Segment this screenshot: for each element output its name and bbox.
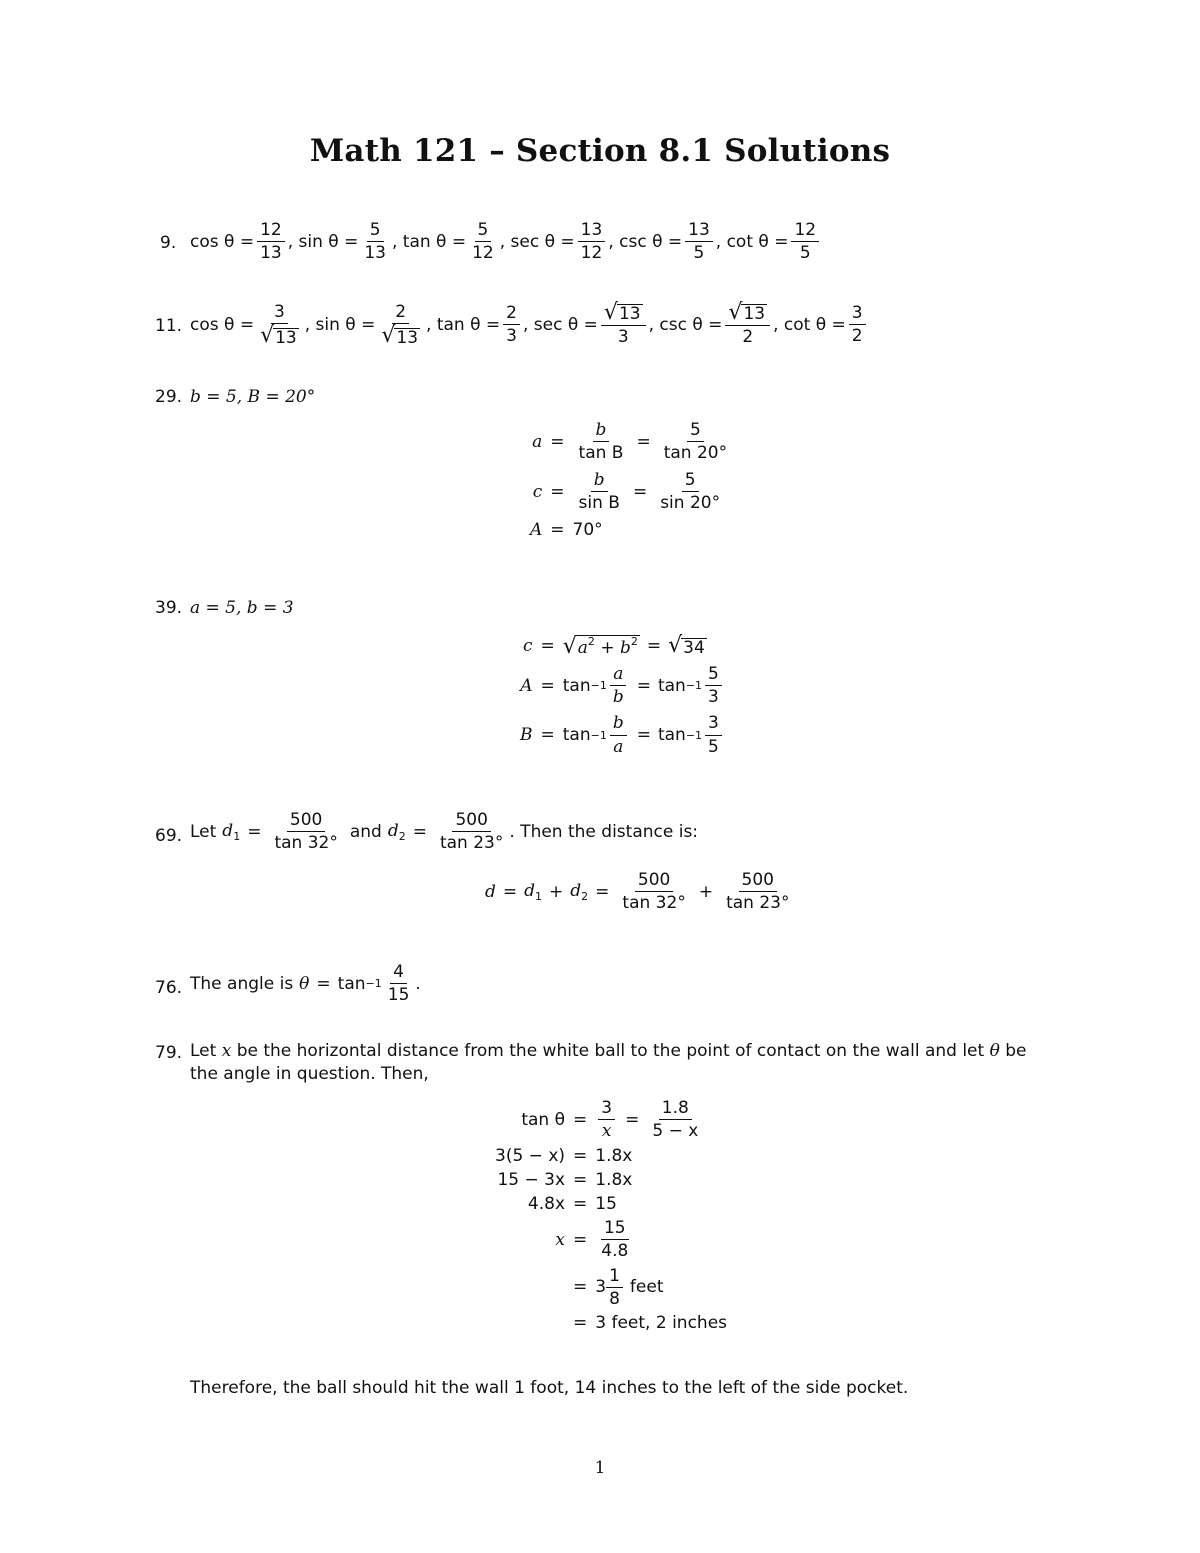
problem-76: The angle is θ = tan −1 $\frac{4}{15}$ .	[190, 962, 421, 1006]
cot-fraction: $\frac{3}{2}$	[849, 303, 866, 347]
lhs-c: c	[532, 481, 543, 502]
problem-69-statement: Let $d_1$ = $\frac{500}{\tan 32^\circ}$ and $d_2$ = $\frac{500}{\tan 23^\circ}$ . Then the distance is:	[190, 810, 699, 854]
problem-number-9: 9.	[160, 233, 177, 253]
page-title: Math 121 – Section 8.1 Solutions	[309, 133, 891, 169]
rhs-c: $\frac{b}{\text{sin B}}$ = $\frac{5}{\sin 20^\circ}$	[578, 469, 721, 514]
sin-fraction: 2 √ 13	[381, 302, 419, 349]
csc-fraction: √ 13 2	[725, 302, 770, 347]
problem-39-given: a = 5, b = 3	[190, 598, 294, 618]
cot-label: , cot θ =	[773, 314, 846, 335]
d1-fraction: $\frac{500}{\tan 32^\circ}$	[274, 810, 338, 854]
problem-number-76: 76.	[155, 978, 183, 998]
sec-label: , sec θ =	[499, 231, 575, 252]
problem-number-29: 29.	[155, 387, 183, 407]
tan-label: , tan θ =	[391, 231, 467, 252]
sin-label: , sin θ =	[287, 231, 359, 252]
problem-number-69: 69.	[155, 826, 183, 846]
rhs-A: 70°	[572, 519, 603, 540]
problem-79-conclusion: Therefore, the ball should hit the wall 1 foot, 14 inches to the left of the side pocket.	[190, 1378, 909, 1398]
problem-79-equations: tan θ = $\frac{3}{x}$ = $\frac{1.8}{5 - x}$ 3(5 − x) = 1.8x 15 − 3x = 1.8x 4.8x = 15 x = $\frac{15}{4.8}$ = 3 $\frac{1}{8}$ feet = 3 feet, 2 inches	[495, 1098, 728, 1334]
angle-fraction: $\frac{4}{15}$	[387, 962, 410, 1006]
d2-fraction: $\frac{500}{\tan 23^\circ}$	[439, 810, 504, 854]
tan-label: , tan θ =	[426, 314, 501, 335]
problem-69-distance: d = $d_1$ + $d_2$ = $\frac{500}{\tan 32^\circ}$ + $\frac{500}{\tan 23^\circ}$	[485, 870, 790, 914]
csc-fraction: $\frac{13}{5}$	[685, 220, 713, 264]
lhs-a: a	[532, 431, 543, 452]
csc-label: , csc θ =	[608, 231, 683, 252]
cos-fraction: $\frac{12}{13}$	[257, 220, 285, 264]
sin-label: , sin θ =	[304, 314, 376, 335]
problem-39-equations: c = √ $a^2 + b^2$ = √ 34 A = tan −1 $\frac{a}{b}$ = tan −1 $\frac{5}{3}$ B = tan −1 $\frac{b}{a}$ = tan −1 $\frac{3}{5}$	[520, 635, 725, 757]
lhs-A: A	[530, 519, 543, 540]
problem-number-39: 39.	[155, 598, 183, 618]
lhs-B: B	[520, 725, 533, 746]
problem-29-given: b = 5, B = 20°	[190, 387, 316, 407]
cos-fraction: 3 √ 13	[260, 302, 297, 349]
problem-number-79: 79.	[155, 1043, 183, 1063]
sin-fraction: $\frac{5}{13}$	[364, 220, 386, 264]
sec-fraction: √ 13 3	[601, 302, 646, 347]
rhs-A: tan −1 $\frac{a}{b}$ = tan −1 $\frac{5}{3}$	[563, 664, 725, 708]
problem-9	[190, 220, 822, 264]
problem-11	[190, 302, 869, 347]
cot-label: , cot θ =	[715, 231, 789, 252]
tan-fraction: $\frac{5}{12}$	[472, 220, 494, 264]
lhs-c: c	[522, 636, 533, 657]
csc-label: , csc θ =	[648, 314, 723, 335]
lhs-A: A	[520, 675, 533, 696]
problem-number-11: 11.	[155, 316, 183, 336]
rhs-B: tan −1 $\frac{b}{a}$ = tan −1 $\frac{3}{5}$	[563, 713, 725, 757]
sec-fraction: $\frac{13}{12}$	[578, 220, 606, 264]
problem-29-equations: a = $\frac{b}{\text{tan B}}$ = $\frac{5}{\tan 20^\circ}$ c = $\frac{b}{\text{sin B}}$ = $\frac{5}{\sin 20^\circ}$ A = 70°	[530, 420, 733, 540]
cos-label: cos θ =	[190, 231, 255, 252]
cot-fraction: $\frac{12}{5}$	[791, 220, 819, 264]
rhs-a: $\frac{b}{\text{tan B}}$ = $\frac{5}{\tan 20^\circ}$	[578, 420, 728, 464]
problem-79-text: Let x be the horizontal distance from the white ball to the point of contact on the wall and let θ be the angle in question. Then,	[190, 1041, 1027, 1084]
sec-label: , sec θ =	[522, 314, 598, 335]
page-number: 1	[594, 1458, 606, 1478]
rhs-c: √ $a^2 + b^2$ = √ 34	[562, 633, 705, 659]
cos-label: cos θ =	[190, 314, 255, 335]
tan-fraction: $\frac{2}{3}$	[503, 303, 520, 347]
